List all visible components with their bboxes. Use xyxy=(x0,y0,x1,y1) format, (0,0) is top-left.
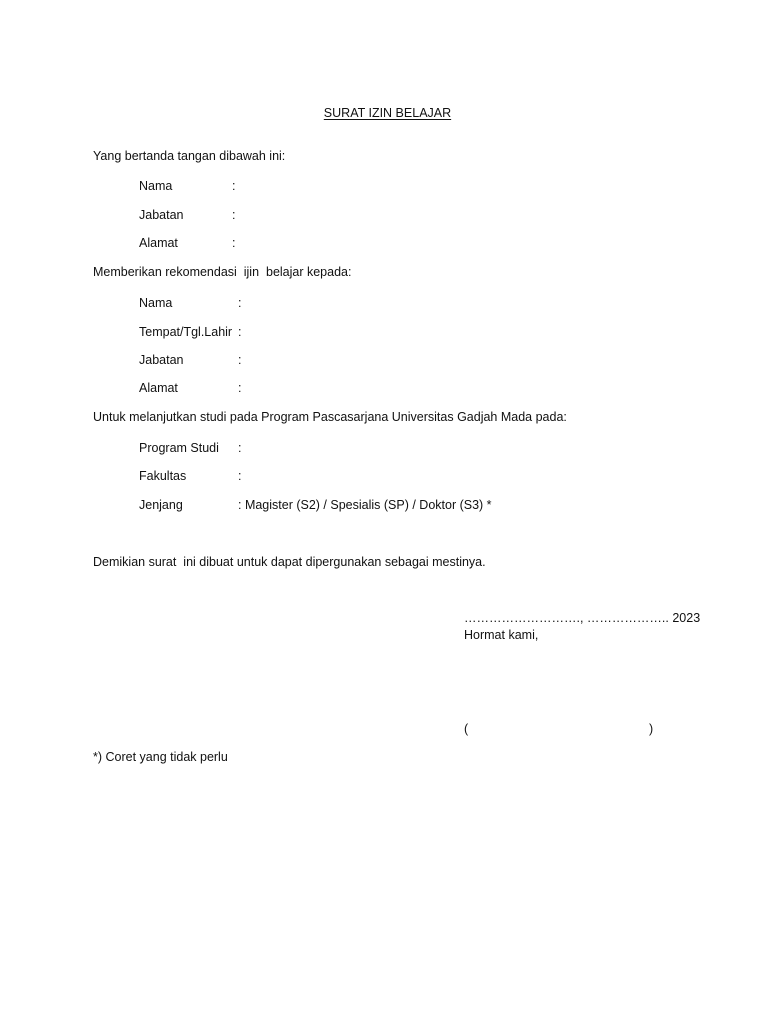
signer-name-separator: : xyxy=(232,179,236,193)
footnote: *) Coret yang tidak perlu xyxy=(93,750,228,764)
study-program-text: Untuk melanjutkan studi pada Program Pascasarjana Universitas Gadjah Mada pada: xyxy=(93,410,567,424)
degree-level-options: : Magister (S2) / Spesialis (SP) / Doktor (S3) * xyxy=(238,498,492,512)
recipient-position-separator: : xyxy=(238,353,242,367)
signer-name-label: Nama xyxy=(139,179,173,193)
signature-name-close-paren: ) xyxy=(649,722,654,736)
intro-text: Yang bertanda tangan dibawah ini: xyxy=(93,149,286,163)
faculty-label: Fakultas xyxy=(139,469,187,483)
recipient-address-label: Alamat xyxy=(139,381,178,395)
faculty-separator: : xyxy=(238,469,242,483)
document-title-text: SURAT IZIN BELAJAR xyxy=(323,106,452,120)
recipient-name-label: Nama xyxy=(139,296,173,310)
recipient-address-separator: : xyxy=(238,381,242,395)
study-program-label: Program Studi xyxy=(139,441,219,455)
signer-address-label: Alamat xyxy=(139,236,178,250)
recipient-birth-label: Tempat/Tgl.Lahir xyxy=(139,325,233,339)
recipient-name-separator: : xyxy=(238,296,242,310)
recipient-birth-separator: : xyxy=(238,325,242,339)
signer-address-separator: : xyxy=(232,236,236,250)
document-title xyxy=(0,89,768,121)
recommendation-text: Memberikan rekomendasi ijin belajar kepada: xyxy=(93,265,352,279)
degree-level-label: Jenjang xyxy=(139,498,183,512)
recipient-position-label: Jabatan xyxy=(139,353,184,367)
signer-position-label: Jabatan xyxy=(139,208,184,222)
signer-position-separator: : xyxy=(232,208,236,222)
closing-text: Demikian surat ini dibuat untuk dapat dipergunakan sebagai mestinya. xyxy=(93,555,486,569)
study-program-separator: : xyxy=(238,441,242,455)
regards-text: Hormat kami, xyxy=(464,628,539,642)
place-date-line: ………………………., ……………….. 2023 xyxy=(464,611,701,625)
signature-name-open-paren: ( xyxy=(464,722,469,736)
